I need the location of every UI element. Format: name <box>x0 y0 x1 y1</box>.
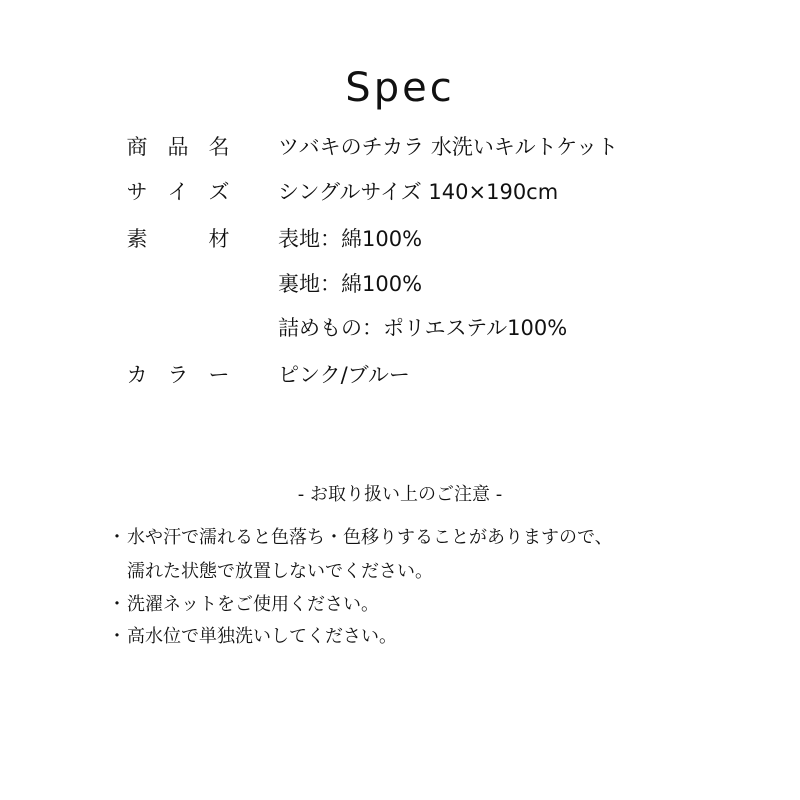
spec-row-material-lining <box>0 267 800 301</box>
label-char: 品 <box>167 135 189 159</box>
label-char: ラ <box>167 363 189 387</box>
label-char: カ <box>126 363 148 387</box>
spec-value-size: シングルサイズ 140×190cm <box>278 180 559 204</box>
page-title: Spec <box>345 65 455 111</box>
label-char: 商 <box>126 135 148 159</box>
spec-row-color <box>0 358 800 392</box>
spec-value-material-outer: 表地：綿100% <box>278 227 423 251</box>
notice-item <box>107 622 397 652</box>
notice-text: 濡れた状態で放置しないでください。 <box>127 561 433 582</box>
bullet: ・ <box>108 527 126 548</box>
notice-heading: - お取り扱い上のご注意 - <box>297 484 503 505</box>
spec-label-product-name <box>125 130 231 164</box>
label-char: 素 <box>126 227 148 251</box>
spec-value-product-name: ツバキのチカラ 水洗いキルトケット <box>278 135 619 159</box>
spec-label-color <box>125 358 231 392</box>
label-char: サ <box>126 180 148 204</box>
spec-row-size <box>0 175 800 209</box>
label-char: 材 <box>208 227 230 251</box>
notice-item <box>107 523 613 553</box>
spec-row-product-name <box>0 130 800 164</box>
spec-value-material-lining: 裏地：綿100% <box>278 272 423 296</box>
spec-label-size <box>125 175 231 209</box>
spec-value-color: ピンク/ブルー <box>278 363 410 387</box>
label-char: ー <box>208 363 230 387</box>
label-char: 名 <box>208 135 230 159</box>
spec-row-material <box>0 222 800 256</box>
spec-row-material-filling <box>0 311 800 345</box>
bullet: ・ <box>108 594 126 615</box>
notice-item-continuation <box>127 557 433 587</box>
spec-value-material-filling: 詰めもの：ポリエステル100% <box>278 316 568 340</box>
spec-label-material <box>125 222 231 256</box>
label-char: イ <box>167 180 189 204</box>
bullet: ・ <box>108 626 126 647</box>
notice-text: 洗濯ネットをご使用ください。 <box>127 594 379 615</box>
notice-item <box>107 590 379 620</box>
notice-text: 水や汗で濡れると色落ち・色移りすることがありますので、 <box>127 527 613 548</box>
notice-text: 高水位で単独洗いしてください。 <box>127 626 397 647</box>
label-char: ズ <box>208 180 230 204</box>
